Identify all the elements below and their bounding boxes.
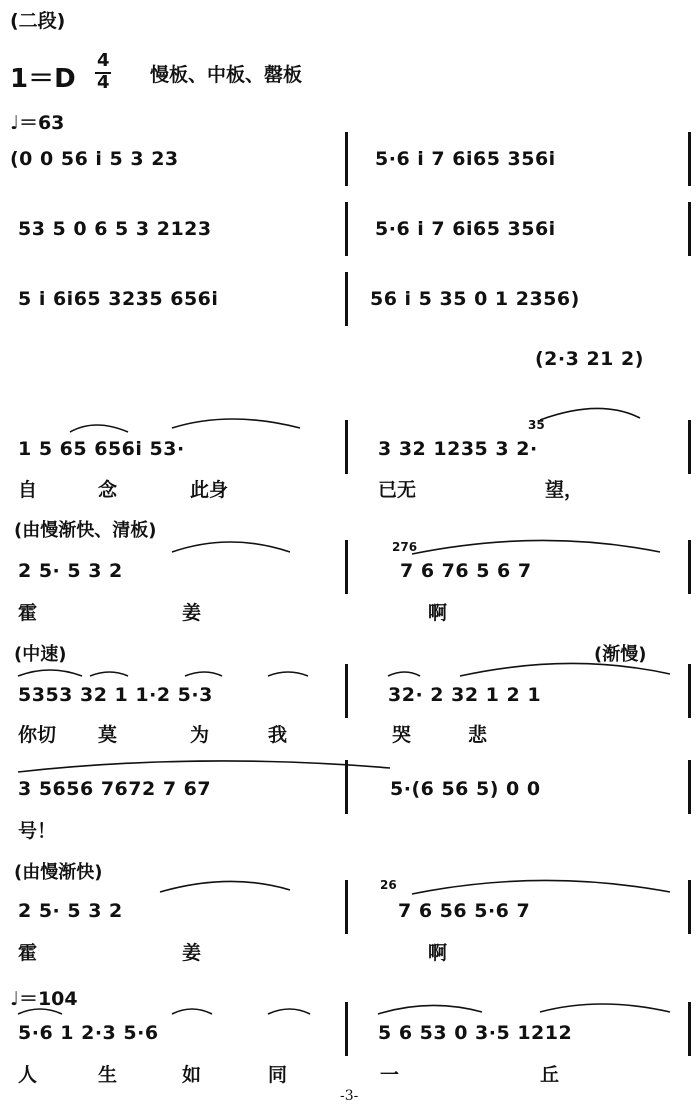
score-line-3b: 56 i 5 35 0 1 2356) [370,288,580,310]
lyric: 望， [545,479,584,501]
grace-note: 276 [392,540,418,554]
slur [90,672,128,676]
slur [412,540,660,554]
slur [268,1009,310,1014]
page-number: -3- [340,1088,359,1104]
lyric: 生 [98,1064,118,1086]
slur [388,672,420,676]
direction-text: (由慢渐快、清板) [14,520,157,541]
slur [172,419,300,428]
slur [172,542,290,552]
lyric: 为 [190,724,210,746]
lyric: 啊 [428,942,448,964]
lyric: 啊 [428,602,448,624]
score-line-5a: 1 5 65 656i 53· [18,438,185,460]
lyric: 哭 [392,724,412,746]
slur [18,670,82,676]
score-line-6b: 7 6 76 5 6 7 [400,560,532,582]
slur [18,1009,62,1014]
lyric: 一 [380,1064,400,1086]
score-line-7b: 32· 2 32 1 2 1 [388,684,542,706]
slur [540,1004,670,1012]
score-line-5b: 3 32 1235 3 2· [378,438,538,460]
lyric: 莫 [98,724,118,746]
score-line-2b: 5·6 i 7 6i65 356i [375,218,556,240]
time-sig-bottom: 4 [97,72,110,93]
score-line-10b: 5 6 53 0 3·5 1212 [378,1022,573,1044]
key-signature: 1＝D [10,64,76,94]
score-line-10a: 5·6 1 2·3 5·6 [18,1022,159,1044]
tempo-63: ♩＝63 [10,112,65,134]
lyric: 丘 [540,1064,560,1086]
slur [268,672,308,676]
score-line-1b: 5·6 i 7 6i65 356i [375,148,556,170]
lyric: 念 [98,479,118,501]
slur [18,761,390,772]
lyric: 你切 [18,724,57,746]
grace-note: 26 [380,878,397,892]
lyric: 姜 [182,602,202,624]
direction-text: (渐慢) [594,644,647,665]
lyric: 悲 [468,724,488,746]
score-line-8b: 5·(6 56 5) 0 0 [390,778,541,800]
score-line-4b: (2·3 21 2) [535,348,644,370]
direction-text: (中速) [14,644,67,665]
slur [412,880,670,894]
lyric: 我 [268,724,288,746]
grace-note: 35 [528,418,545,432]
direction-text: (由慢渐快) [14,862,103,883]
time-sig-top: 4 [97,50,110,71]
score-line-8a: 3 5656 7672 7 67 [18,778,212,800]
lyric: 霍 [18,602,38,624]
score-line-3a: 5 i 6i65 3235 656i [18,288,219,310]
slur [160,881,290,892]
score-line-9b: 7 6 56 5·6 7 [398,900,531,922]
score-line-1a: (0 0 56 i 5 3 23 [10,148,179,170]
lyric: 自 [18,479,38,501]
lyric: 此身 [190,479,229,501]
score-line-7a: 5353 32 1 1·2 5·3 [18,684,213,706]
lyric: 姜 [182,942,202,964]
lyric: 人 [18,1064,38,1086]
score-line-6a: 2 5· 5 3 2 [18,560,123,582]
section-label: (二段) [10,10,66,32]
slur [460,663,670,676]
score-line-2a: 53 5 0 6 5 3 2123 [18,218,212,240]
score-line-9a: 2 5· 5 3 2 [18,900,123,922]
lyric: 如 [182,1064,202,1086]
tempo-104: ♩＝104 [10,988,78,1010]
slur [185,672,222,676]
slur [378,1005,482,1014]
lyric: 已无 [378,479,417,501]
slur [540,408,640,420]
lyric: 同 [268,1064,288,1086]
slur [172,1009,212,1014]
lyric: 霍 [18,942,38,964]
slur [70,425,128,432]
lyric: 号！ [18,820,57,842]
tempo-marking: 慢板、中板、罄板 [150,64,303,86]
